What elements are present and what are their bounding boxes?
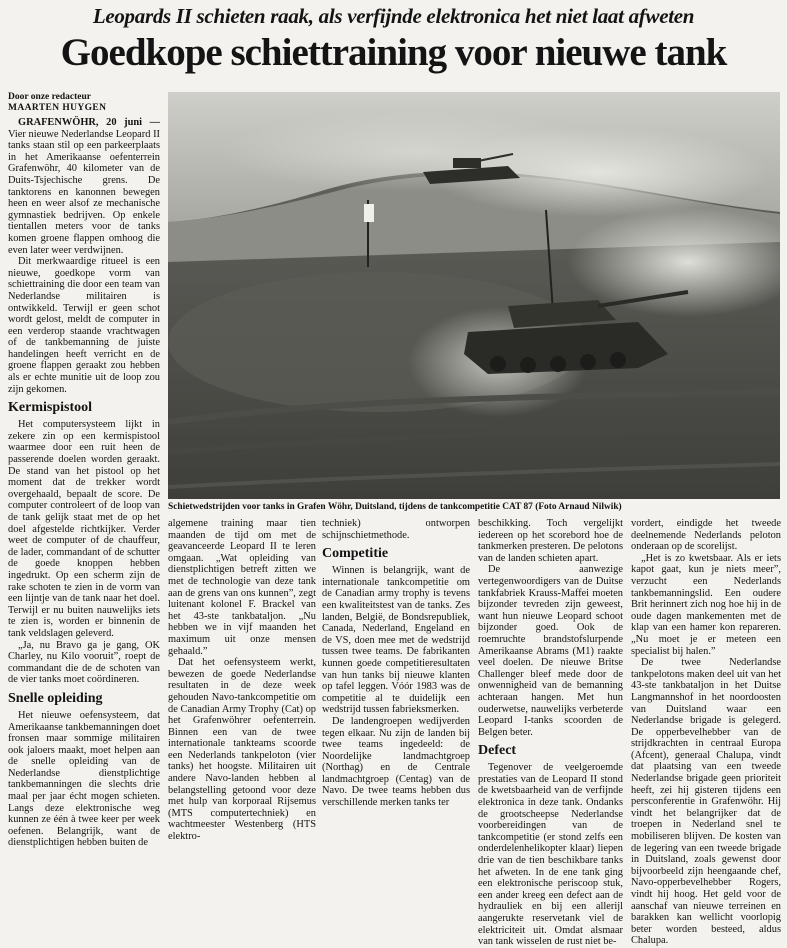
column-5 — [631, 518, 781, 947]
col1-p4: „Ja, nu Bravo ga je gang, OK Charley, nu Kilo vooruit”, roept de commandant die de de schoten van de vier tanks moet coördineren. — [8, 639, 160, 686]
byline-label: Door onze redacteur — [8, 92, 92, 102]
subhead-snelle-opleiding: Snelle opleiding — [8, 690, 103, 706]
column-1 — [8, 92, 160, 849]
col3-p2: Winnen is belangrijk, want de internationale tankcompetitie om de Canadian army trophy is tevens een kwaliteitstest van de tanks. Zes landen, België, de Bondsrepubliek, Canada, Nederland, Engeland en de VS, doen mee met de wedstrijd tussen twee teams. De fabrikanten kunnen goede competitieresultaten van hun tanks bij nieuwe klanten op tafel leggen. Vóór 1983 was de competitie al te duidelijk een wedstrijd tussen fabrieksmerken. — [322, 565, 470, 716]
column-2 — [168, 518, 316, 843]
column-3 — [322, 518, 470, 809]
col5-p2: „Het is zo kwetsbaar. Als er iets kapot gaat, kun je niets meer”, verzucht een Nederlands tankbemanningslid. Een oudere Brit herinnert zich nog hoe hij in de oude dagen mankementen met de klap van een hamer kon repareren. „Nu moet je er meteen een specialist bij halen.” — [631, 552, 781, 657]
tank-photo-image — [168, 92, 780, 499]
tank-photo — [168, 92, 780, 499]
dateline: GRAFENWÖHR, 20 juni — — [18, 117, 160, 128]
col5-p1: vordert, eindigde het tweede deelnemende Nederlands peloton onderaan op de scorelijst. — [631, 518, 781, 553]
subhead-competitie: Competitie — [322, 546, 389, 562]
kicker: Leopards II schieten raak, als verfijnde elektronica het niet laat afweten — [92, 4, 695, 28]
col4-p2: De aanwezige vertegenwoordigers van de Duitse tankfabriek Krauss-Maffei moeten bijzonder tevreden zijn geweest, want hun nieuwe Leopard schoot bijzonder goed. Ook de roemruchte brandstofslurpende Amerikaanse Abrams (M1) raakte veel doelen. De nieuwe Britse Challenger bleef mede door de onwennigheid van de bemanning achteraan hangen. Met hun ouderwetse, nauwelijks verbeterde Leopard I-tanks scoorden de Belgen beter. — [478, 564, 623, 738]
subhead-kermispistool: Kermispistool — [8, 400, 92, 416]
col1-p5: Het nieuwe oefensysteem, dat Amerikaanse tankbemanningen doet fronsen maar sommige militairen ook jaloers maakt, moet helpen aan de snelle opleiding van de Nederlandse dienstplichtige tankbemanningen die slechts drie maal per jaar écht mogen schieten. Langs deze elektronische weg kunnen ze één à twee keer per week oefenen. Belangrijk, want de dienstplichtigen hebben buiten de — [8, 709, 160, 849]
photo-caption: Schietwedstrijden voor tanks in Grafen Wöhr, Duitsland, tijdens de tankcompetitie CAT 87 (Foto Arnaud Nilwik) — [168, 502, 622, 512]
col1-p2: Dit merkwaardige ritueel is een nieuwe, goedkope vorm van schiettraining die door een team van Nederlandse militairen is ontwikkeld. Terwijl er geen schot wordt gelost, meldt de computer in een verderop staande vrachtwagen of de tankbemanning de juiste handelingen heeft verricht en de groene flappen geraakt zou hebben als er echte munitie uit de loop zou zijn gekomen. — [8, 256, 160, 395]
headline: Goedkope schiettraining voor nieuwe tank — [60, 31, 727, 74]
col5-p3: De twee Nederlandse tankpelotons maken deel uit van het 43-ste tankbataljon in het Duitse Langmannshof in het noordoosten van Duitsland waar een Nederlandse brigade is gelegerd. De opperbevelhebber van de strijdkrachten in centraal Europa (Afcent), generaal Chalupa, vindt dat plaatsing van een tweede Nederlandse brigade geen prioriteit heeft, zei hij gisteren tijdens een persconferentie in Grafenwöhr. Hij vindt het belangrijker dat de troepen in Nederland snel te mobiliseren blijven. De kosten van de legering van een tweede brigade in Duitsland, zoals gewenst door bijvoorbeeld zijn heengaande chef, Navo-opperbevelhebber Rogers, vindt hij hoog. Het geld voor de aanschaf van nieuwe terreinen en barakken kan wellicht voorlopig beter worden besteed, aldus Chalupa. — [631, 657, 781, 947]
col3-p1: techniek) ontworpen schijnschietmethode. — [322, 518, 470, 541]
byline-author: MAARTEN HUYGEN — [8, 102, 107, 113]
col1-p3: Het computersysteem lijkt in zekere zin op een kermispistool waarmee door een ruit heen de passerende doelen worden geraakt. De stand van het pistool op het moment dat de trekker wordt overgehaald, bepaalt de score. De computer controleert of de loop van de tank gelijk staat met de op het doel afgestelde richtkijker. Verder weet de computer of de chauffeur, de lader, commandant of de schutter de goede knoppen hebben ingedrukt. Op een scherm zijn de rake schoten te zien in de vorm van een lijntje van de tank naar het doel. Terwijl er nu buiten nauwelijks iets te zien is, worden er binnenin de tank veldslagen geleverd. — [8, 419, 160, 639]
col4-p1: beschikking. Toch vergelijkt iedereen op het scorebord hoe de tankmerken presteren. De pelotons van de landen schieten apart. — [478, 518, 623, 564]
byline — [8, 92, 160, 113]
subhead-defect: Defect — [478, 743, 517, 759]
col3-p3: De landengroepen wedijverden tegen elkaar. Nu zijn de landen bij twee teams ingedeeld: de Noordelijke landmachtgroep (Northag) en de Centrale landmachtgroep (Centag) van de Navo. De twee teams hebben dus verschillende merken tanks ter — [322, 715, 470, 809]
col2-p1: algemene training maar tien maanden de tijd om met de geavanceerde Leopard II te leren omgaan. „Wat opleiding van dienstplichtigen betreft zitten we met de technologie van deze tank aan de grens van ons kunnen”, zegt luitenant kolonel F. Brackel van het 43-ste tankbataljon. „Nu hebben we in vijf maanden het maximum uit onze mensen gehaald.” — [168, 518, 316, 657]
col4-p3: Tegenover de veelgeroemde prestaties van de Leopard II stond de kwetsbaarheid van de verfijnde elektronica in deze tank. Ondanks de grootscheepse Nederlandse voorbereidingen van de tankcompetitie (er stond zelfs een onderdelenhelikopter klaar) liepen drie van de tien beschikbare tanks het afweten. In de ene tank ging een elektronische periscoop stuk, een ander kreeg een defect aan de hydrauliek en bij een allerijl aangerukte reservetank viel de elektriciteit uit. Omdat alsmaar van tank wisselen de rust niet be- — [478, 762, 623, 948]
column-4 — [478, 518, 623, 948]
col2-p2: Dat het oefensysteem werkt, bewezen de goede Nederlandse resultaten in de deze week gehouden Navo-tankcompetitie om de Canadian Army Trophy (Cat) op het Grafenwöhrer oefenterrein. Binnen een van de twee internationale tankteams scoorde een Nederlands tankpeloton (vier tanks) het hoogste. Militairen uit andere Navo-landen hebben al belangstelling getoond voor deze met hulp van korporaal Rijsemus (MTS computertechniek) en wachtmeester Westenberg (HTS elektro- — [168, 657, 316, 843]
col1-p1: Vier nieuwe Nederlandse Leopard II tanks staan stil op een parkeerplaats in het Amerikaanse oefenterrein Grafenwöhr, 40 kilometer van de Duits-Tsjechische grens. De tanktorens en kanonnen bewegen heen en weer alsof ze mechanische gymnastiek bedrijven. Op enkele tientallen meters voor de tanks komen groene flappen omhoog die even later weer verdwijnen. — [8, 128, 160, 256]
